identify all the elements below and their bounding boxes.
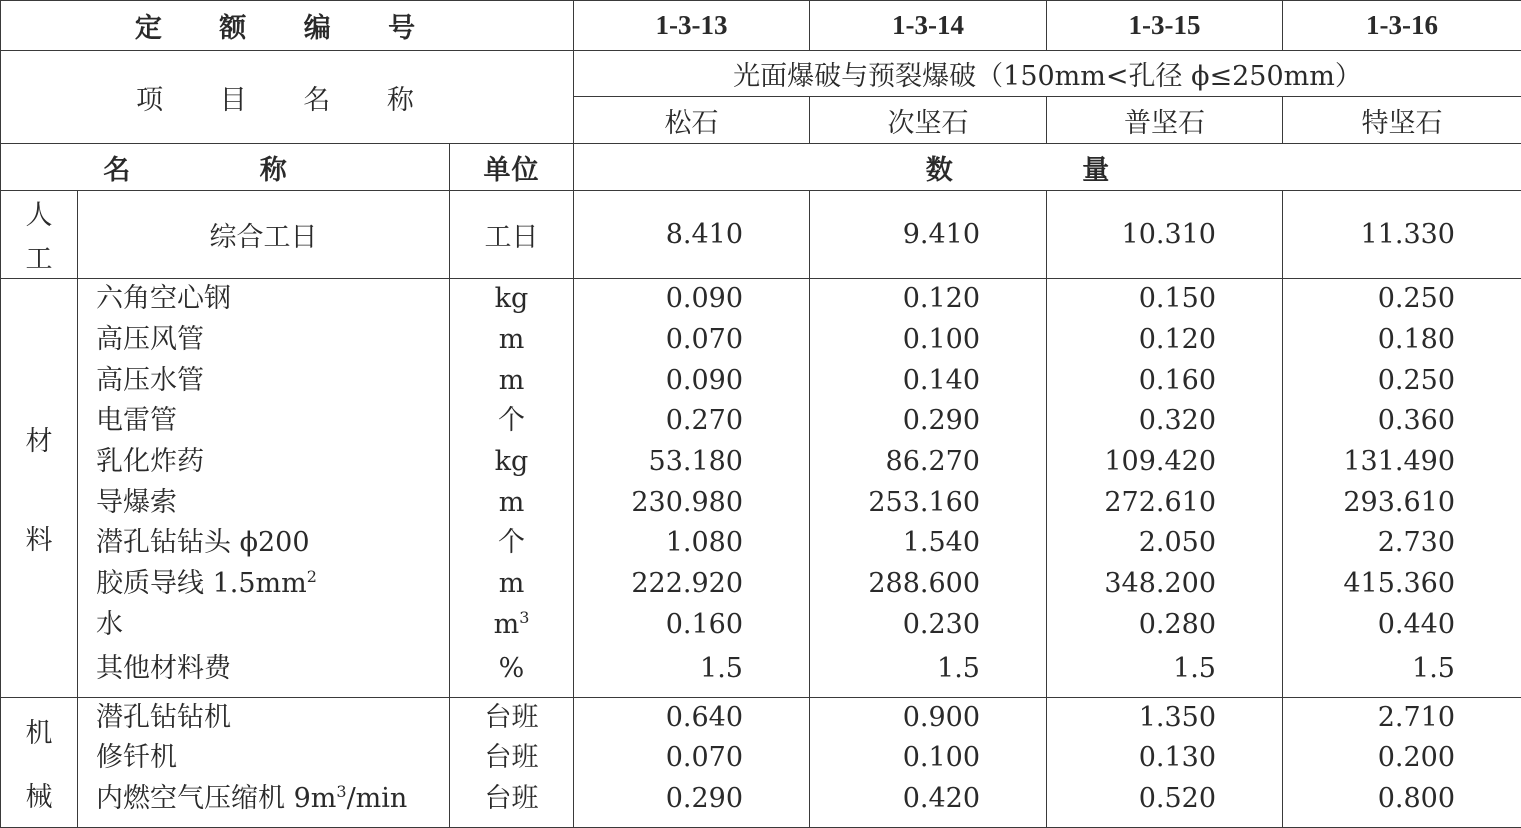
- code-2: 1-3-14: [810, 1, 1047, 51]
- material-item-value: 0.270: [665, 405, 743, 437]
- material-item-name: 潜孔钻钻头 ϕ200: [96, 527, 310, 559]
- machinery-units: [450, 697, 574, 827]
- quantity-header: 数 量: [574, 144, 1521, 191]
- item-title-row: [1, 51, 1521, 97]
- material-item-unit: m: [498, 323, 525, 355]
- material-item-value: 0.160: [665, 608, 743, 640]
- material-item-unit: kg: [494, 283, 529, 315]
- material-item-value: 288.600: [868, 568, 980, 600]
- material-item-value: 0.290: [902, 405, 980, 437]
- machinery-item-value: 0.900: [902, 701, 980, 733]
- materials-group-label: 材 料: [1, 279, 78, 698]
- material-item-name: 高压风管: [96, 323, 204, 355]
- material-item-value: 1.5: [1412, 653, 1455, 685]
- material-item-value: 0.440: [1377, 608, 1455, 640]
- material-item-value: 222.920: [631, 568, 743, 600]
- material-item-name: 其他材料费: [96, 653, 231, 685]
- material-item-unit: %: [498, 653, 525, 685]
- material-item-unit: kg: [494, 446, 529, 478]
- material-item-value: 0.140: [902, 364, 980, 396]
- machinery-item-unit: 台班: [484, 701, 539, 733]
- material-item-value: 0.160: [1138, 364, 1216, 396]
- column-header-row: [1, 144, 1521, 191]
- machinery-values-col-3: [1047, 697, 1283, 827]
- rock-type-1: 松石: [574, 97, 810, 144]
- material-item-unit: m: [498, 568, 525, 600]
- code-row: [1, 1, 1521, 51]
- material-item-value: 293.610: [1343, 486, 1455, 518]
- material-item-value: 0.230: [902, 608, 980, 640]
- material-item-value: 415.360: [1343, 568, 1455, 600]
- machinery-item-value: 2.710: [1377, 701, 1455, 733]
- labor-value-2: 9.410: [810, 191, 1047, 279]
- material-item-value: 348.200: [1104, 568, 1216, 600]
- labor-unit: 工日: [450, 191, 574, 279]
- machinery-item-value: 0.100: [902, 742, 980, 774]
- material-item-name: 电雷管: [96, 405, 177, 437]
- material-item-value: 131.490: [1343, 446, 1455, 478]
- machinery-item-name: 修钎机: [96, 742, 177, 774]
- material-item-value: 0.070: [665, 323, 743, 355]
- machinery-item-value: 0.070: [665, 742, 743, 774]
- material-item-value: 0.120: [902, 283, 980, 315]
- labor-value-4: 11.330: [1283, 191, 1521, 279]
- rock-type-4: 特坚石: [1283, 97, 1521, 144]
- material-item-value: 2.050: [1138, 527, 1216, 559]
- material-item-name: 胶质导线 $1.5mm^2$: [96, 567, 317, 600]
- material-item-value: 1.5: [937, 653, 980, 685]
- material-item-name: 高压水管: [96, 364, 204, 396]
- machinery-item-value: 0.420: [902, 783, 980, 815]
- machinery-values-col-2: [810, 697, 1047, 827]
- machinery-values-col-4: [1283, 697, 1521, 827]
- machinery-item-value: 0.130: [1138, 742, 1216, 774]
- machinery-item-value: 0.290: [665, 783, 743, 815]
- code-1: 1-3-13: [574, 1, 810, 51]
- material-item-value: 0.150: [1138, 283, 1216, 315]
- material-item-value: 1.080: [665, 527, 743, 559]
- rock-type-2: 次坚石: [810, 97, 1047, 144]
- code-label: 定 额 编 号: [1, 1, 574, 51]
- material-item-unit: 个: [498, 405, 525, 437]
- name-header: 名 称: [1, 144, 450, 191]
- materials-block: [1, 279, 1521, 698]
- machinery-block: [1, 697, 1521, 827]
- material-item-value: 0.100: [902, 323, 980, 355]
- labor-row: [1, 191, 1521, 279]
- machinery-item-value: 0.200: [1377, 742, 1455, 774]
- machinery-item-value: 1.350: [1138, 701, 1216, 733]
- material-item-value: 0.250: [1377, 283, 1455, 315]
- item-title: 光面爆破与预裂爆破（150mm<孔径 ϕ≤250mm）: [574, 51, 1521, 97]
- unit-header: 单位: [450, 144, 574, 191]
- material-item-name: 乳化炸药: [96, 446, 204, 478]
- materials-units: [450, 279, 574, 698]
- material-item-value: 272.610: [1104, 486, 1216, 518]
- materials-values-col-4: [1283, 279, 1521, 698]
- machinery-item-value: 0.640: [665, 701, 743, 733]
- material-item-value: 0.090: [665, 283, 743, 315]
- machinery-item-value: 0.520: [1138, 783, 1216, 815]
- material-item-value: 1.5: [700, 653, 743, 685]
- material-item-value: 230.980: [631, 486, 743, 518]
- code-4: 1-3-16: [1283, 1, 1521, 51]
- labor-group-label: 人 工: [1, 191, 78, 279]
- material-item-name: 水: [96, 608, 123, 640]
- materials-values-col-2: [810, 279, 1047, 698]
- machinery-item-unit: 台班: [484, 783, 539, 815]
- materials-values-col-3: [1047, 279, 1283, 698]
- material-item-value: 0.320: [1138, 405, 1216, 437]
- labor-name: 综合工日: [78, 191, 450, 279]
- material-item-name: 导爆索: [96, 486, 177, 518]
- material-item-value: 0.250: [1377, 364, 1455, 396]
- labor-value-1: 8.410: [574, 191, 810, 279]
- material-item-value: 0.120: [1138, 323, 1216, 355]
- material-item-value: 1.5: [1173, 653, 1216, 685]
- machinery-names: [78, 697, 450, 827]
- rock-type-3: 普坚石: [1047, 97, 1283, 144]
- material-item-value: 253.160: [868, 486, 980, 518]
- material-item-value: 0.360: [1377, 405, 1455, 437]
- material-item-name: 六角空心钢: [96, 283, 231, 315]
- materials-names: [78, 279, 450, 698]
- material-item-value: 53.180: [648, 446, 743, 478]
- material-item-value: 0.280: [1138, 608, 1216, 640]
- material-item-unit: 个: [498, 527, 525, 559]
- material-item-value: 0.180: [1377, 323, 1455, 355]
- material-item-unit: $m^3$: [493, 607, 530, 640]
- machinery-item-name: 潜孔钻钻机: [96, 701, 231, 733]
- material-item-unit: m: [498, 364, 525, 396]
- material-item-value: 2.730: [1377, 527, 1455, 559]
- code-3: 1-3-15: [1047, 1, 1283, 51]
- labor-value-3: 10.310: [1047, 191, 1283, 279]
- material-item-value: 0.090: [665, 364, 743, 396]
- material-item-value: 109.420: [1104, 446, 1216, 478]
- item-label: 项 目 名 称: [1, 51, 574, 144]
- materials-values-col-1: [574, 279, 810, 698]
- machinery-values-col-1: [574, 697, 810, 827]
- material-item-value: 86.270: [885, 446, 980, 478]
- material-item-value: 1.540: [902, 527, 980, 559]
- machinery-item-name: 内燃空气压缩机 $9m^3/\min$: [96, 782, 408, 815]
- material-item-unit: m: [498, 486, 525, 518]
- machinery-item-unit: 台班: [484, 742, 539, 774]
- machinery-group-label: 机 械: [1, 697, 78, 827]
- machinery-item-value: 0.800: [1377, 783, 1455, 815]
